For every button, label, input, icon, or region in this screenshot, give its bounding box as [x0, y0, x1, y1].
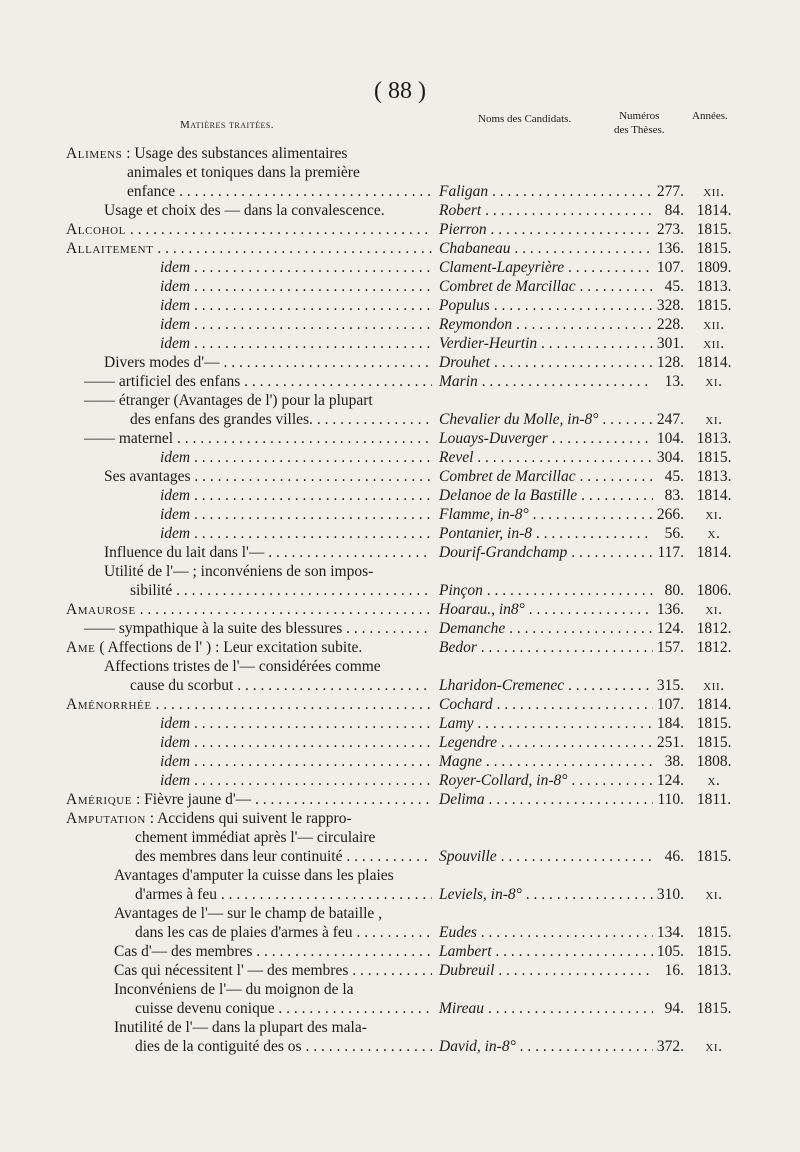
entry-subject: d'armes à feu . . .: [135, 885, 432, 904]
entry-candidate: Combret de Marcillac . . .: [439, 467, 653, 486]
entry-thesis-number: 84.: [664, 202, 684, 219]
entry-subject: Amaurose . . .: [66, 600, 432, 619]
index-entry: [0, 771, 800, 790]
index-entry: [0, 410, 800, 429]
entry-thesis-number: 277.: [656, 183, 684, 200]
index-entry: [0, 220, 800, 239]
index-entry: [0, 201, 800, 220]
index-entry: [0, 809, 800, 828]
entry-thesis-number: 301.: [656, 335, 684, 352]
entry-subject: Utilité de l'— ; inconvéniens de son impos-: [104, 563, 374, 580]
entry-subject: idem . . .: [160, 505, 432, 524]
index-entry: [0, 182, 800, 201]
entry-thesis-number: 251.: [656, 734, 684, 751]
index-entry: [0, 296, 800, 315]
entry-subject: Ses avantages . . .: [104, 467, 432, 486]
index-entry: [0, 714, 800, 733]
index-entry: [0, 961, 800, 980]
entry-candidate: Robert . . .: [439, 201, 653, 220]
entry-year: xi.: [705, 886, 723, 903]
entry-thesis-number: 184.: [656, 715, 684, 732]
index-entry: [0, 486, 800, 505]
entry-year: 1815.: [696, 848, 732, 865]
entry-subject: Avantages de l'— sur le champ de bataille ,: [114, 905, 383, 922]
entry-candidate: Clament-Lapeyrière . . .: [439, 258, 653, 277]
index-entry: [0, 1037, 800, 1056]
index-entry: [0, 144, 800, 163]
index-entry: [0, 391, 800, 410]
entry-subject: Cas qui nécessitent l' — des membres . . .: [114, 961, 432, 980]
entry-thesis-number: 273.: [656, 221, 684, 238]
entry-subject: idem . . .: [160, 334, 432, 353]
index-entry: [0, 1018, 800, 1037]
entry-year: xii.: [703, 316, 725, 333]
entry-candidate: Combret de Marcillac . . .: [439, 277, 653, 296]
entry-thesis-number: 56.: [664, 525, 684, 542]
entry-thesis-number: 372.: [656, 1038, 684, 1055]
entry-subject: Divers modes d'— . . .: [104, 353, 432, 372]
index-entry: [0, 676, 800, 695]
entry-subject: des enfans des grandes villes. . . .: [130, 410, 432, 429]
index-entry: [0, 600, 800, 619]
entry-year: 1814.: [696, 487, 732, 504]
entry-year: xi.: [705, 1038, 723, 1055]
index-entry: [0, 524, 800, 543]
entry-thesis-number: 105.: [656, 943, 684, 960]
entry-thesis-number: 16.: [664, 962, 684, 979]
index-entry: [0, 847, 800, 866]
entry-thesis-number: 13.: [664, 373, 684, 390]
index-entry: [0, 999, 800, 1018]
entry-subject: Influence du lait dans l'— . . .: [104, 543, 432, 562]
entry-subject: Alcohol . . .: [66, 220, 432, 239]
entry-year: 1814.: [696, 696, 732, 713]
entry-thesis-number: 266.: [656, 506, 684, 523]
entry-candidate: Pinçon . . .: [439, 581, 653, 600]
entry-year: 1815.: [696, 924, 732, 941]
entry-thesis-number: 304.: [656, 449, 684, 466]
entry-candidate: Pontanier, in-8 . . .: [439, 524, 653, 543]
entry-thesis-number: 83.: [664, 487, 684, 504]
index-entry: [0, 790, 800, 809]
entry-subject: —— artificiel des enfans . . .: [84, 372, 432, 391]
entry-subject: enfance . . .: [127, 182, 432, 201]
entry-thesis-number: 315.: [656, 677, 684, 694]
entry-subject: animales et toniques dans la première: [127, 164, 360, 181]
entry-candidate: Royer-Collard, in-8° . . .: [439, 771, 653, 790]
entry-subject: chement immédiat après l'— circulaire: [135, 829, 376, 846]
index-entry: [0, 163, 800, 182]
entry-year: 1815.: [696, 449, 732, 466]
entry-thesis-number: 46.: [664, 848, 684, 865]
entry-subject: idem . . .: [160, 258, 432, 277]
entry-subject: cuisse devenu conique . . .: [135, 999, 432, 1018]
entry-candidate: David, in-8° . . .: [439, 1037, 653, 1056]
entry-candidate: Lharidon-Cremenec . . .: [439, 676, 653, 695]
entry-candidate: Spouville . . .: [439, 847, 653, 866]
index-entry: [0, 239, 800, 258]
index-entry: [0, 638, 800, 657]
entry-subject: idem . . .: [160, 296, 432, 315]
entry-year: 1813.: [696, 278, 732, 295]
entry-thesis-number: 80.: [664, 582, 684, 599]
header-numbers: Numéros des Thèses.: [614, 110, 665, 136]
entry-candidate: Dourif-Grandchamp . . .: [439, 543, 653, 562]
entry-subject: Affections tristes de l'— considérées comme: [104, 658, 381, 675]
entry-subject: dans les cas de plaies d'armes à feu . . .: [135, 923, 432, 942]
entry-candidate: Dubreuil . . .: [439, 961, 653, 980]
index-entry: [0, 657, 800, 676]
entry-thesis-number: 107.: [656, 259, 684, 276]
entry-subject: idem . . .: [160, 315, 432, 334]
entry-thesis-number: 247.: [656, 411, 684, 428]
entry-year: 1809.: [696, 259, 732, 276]
index-entry: [0, 885, 800, 904]
entry-thesis-number: 124.: [656, 620, 684, 637]
entry-subject: idem . . .: [160, 733, 432, 752]
entry-subject: Alimens : Usage des substances alimentaires: [66, 145, 348, 162]
index-entries: [0, 144, 800, 1056]
entry-thesis-number: 117.: [657, 544, 684, 561]
entry-candidate: Lambert . . .: [439, 942, 653, 961]
entry-candidate: Populus . . .: [439, 296, 653, 315]
entry-candidate: Faligan . . .: [439, 182, 653, 201]
entry-subject: dies de la contiguité des os . . .: [135, 1037, 432, 1056]
header-candidates: Noms des Candidats.: [478, 113, 572, 125]
entry-year: x.: [707, 772, 721, 789]
entry-thesis-number: 228.: [656, 316, 684, 333]
entry-year: 1815.: [696, 734, 732, 751]
entry-year: xi.: [705, 506, 723, 523]
entry-subject: idem . . .: [160, 771, 432, 790]
entry-subject: Amputation : Accidens qui suivent le rappro-: [66, 810, 352, 827]
entry-year: 1815.: [696, 240, 732, 257]
entry-year: 1813.: [696, 468, 732, 485]
entry-thesis-number: 134.: [656, 924, 684, 941]
header-years: Années.: [692, 110, 728, 122]
header-subject: Matières traitées.: [180, 119, 275, 131]
entry-candidate: Verdier-Heurtin . . .: [439, 334, 653, 353]
index-entry: [0, 942, 800, 961]
entry-candidate: Mireau . . .: [439, 999, 653, 1018]
index-entry: [0, 866, 800, 885]
index-entry: [0, 505, 800, 524]
entry-candidate: Revel . . .: [439, 448, 653, 467]
index-entry: [0, 923, 800, 942]
entry-candidate: Chevalier du Molle, in-8° . . .: [439, 410, 653, 429]
entry-candidate: Leviels, in-8° . . .: [439, 885, 653, 904]
entry-subject: Ame ( Affections de l' ) : Leur excitation subite.: [66, 639, 363, 656]
entry-year: xi.: [705, 411, 723, 428]
index-entry: [0, 543, 800, 562]
entry-year: x.: [707, 525, 721, 542]
index-entry: [0, 334, 800, 353]
entry-thesis-number: 38.: [664, 753, 684, 770]
entry-thesis-number: 136.: [656, 601, 684, 618]
entry-year: xii.: [703, 677, 725, 694]
entry-thesis-number: 310.: [656, 886, 684, 903]
entry-subject: Aménorrhée . . .: [66, 695, 432, 714]
index-entry: [0, 980, 800, 999]
entry-subject: idem . . .: [160, 448, 432, 467]
entry-year: xii.: [703, 183, 725, 200]
index-entry: [0, 353, 800, 372]
entry-candidate: Magne . . .: [439, 752, 653, 771]
entry-candidate: Lamy . . .: [439, 714, 653, 733]
entry-year: 1815.: [696, 221, 732, 238]
entry-thesis-number: 45.: [664, 278, 684, 295]
entry-subject: Amérique : Fièvre jaune d'— . . .: [66, 790, 432, 809]
entry-subject: —— sympathique à la suite des blessures . . .: [84, 619, 432, 638]
entry-year: 1815.: [696, 1000, 732, 1017]
entry-subject: Inutilité de l'— dans la plupart des mala-: [114, 1019, 367, 1036]
entry-thesis-number: 45.: [664, 468, 684, 485]
entry-subject: Usage et choix des — dans la convalescence.: [104, 202, 385, 219]
entry-thesis-number: 110.: [657, 791, 684, 808]
entry-subject: —— étranger (Avantages de l') pour la plupart: [84, 392, 373, 409]
entry-year: 1814.: [696, 202, 732, 219]
index-entry: [0, 372, 800, 391]
index-entry: [0, 315, 800, 334]
entry-candidate: Flamme, in-8° . . .: [439, 505, 653, 524]
entry-subject: idem . . .: [160, 752, 432, 771]
entry-candidate: Cochard . . .: [439, 695, 653, 714]
index-entry: [0, 904, 800, 923]
index-entry: [0, 448, 800, 467]
entry-thesis-number: 128.: [656, 354, 684, 371]
entry-thesis-number: 136.: [656, 240, 684, 257]
index-entry: [0, 695, 800, 714]
index-entry: [0, 258, 800, 277]
entry-year: 1815.: [696, 297, 732, 314]
entry-year: xii.: [703, 335, 725, 352]
index-entry: [0, 752, 800, 771]
entry-subject: Cas d'— des membres . . .: [114, 942, 432, 961]
entry-thesis-number: 157.: [656, 639, 684, 656]
index-entry: [0, 828, 800, 847]
entry-candidate: Delanoe de la Bastille . . .: [439, 486, 653, 505]
entry-candidate: Drouhet . . .: [439, 353, 653, 372]
entry-subject: Inconvéniens de l'— du moignon de la: [114, 981, 354, 998]
entry-candidate: Hoarau., in8° . . .: [439, 600, 653, 619]
entry-year: 1815.: [696, 715, 732, 732]
entry-subject: sibilité . . .: [130, 581, 432, 600]
entry-year: 1814.: [696, 544, 732, 561]
entry-candidate: Bedor . . .: [439, 638, 653, 657]
entry-candidate: Chabaneau . . .: [439, 239, 653, 258]
entry-year: 1813.: [696, 962, 732, 979]
entry-subject: Allaitement . . .: [66, 239, 432, 258]
entry-year: 1814.: [696, 354, 732, 371]
entry-thesis-number: 107.: [656, 696, 684, 713]
index-entry: [0, 277, 800, 296]
entry-subject: cause du scorbut . . .: [130, 676, 432, 695]
entry-subject: des membres dans leur continuité . . .: [135, 847, 432, 866]
entry-year: 1813.: [696, 430, 732, 447]
entry-thesis-number: 124.: [656, 772, 684, 789]
entry-candidate: Marin . . .: [439, 372, 653, 391]
entry-candidate: Delima . . .: [439, 790, 653, 809]
entry-year: xi.: [705, 601, 723, 618]
entry-candidate: Legendre . . .: [439, 733, 653, 752]
entry-subject: idem . . .: [160, 277, 432, 296]
entry-subject: idem . . .: [160, 714, 432, 733]
entry-subject: idem . . .: [160, 486, 432, 505]
entry-subject: idem . . .: [160, 524, 432, 543]
entry-year: 1811.: [696, 791, 732, 808]
index-entry: [0, 562, 800, 581]
entry-year: 1806.: [696, 582, 732, 599]
entry-subject: —— maternel . . .: [84, 429, 432, 448]
entry-candidate: Eudes . . .: [439, 923, 653, 942]
entry-year: xi.: [705, 373, 723, 390]
entry-year: 1815.: [696, 943, 732, 960]
entry-year: 1812.: [696, 639, 732, 656]
entry-year: 1808.: [696, 753, 732, 770]
index-entry: [0, 619, 800, 638]
index-entry: [0, 581, 800, 600]
entry-candidate: Demanche . . .: [439, 619, 653, 638]
entry-thesis-number: 104.: [656, 430, 684, 447]
entry-candidate: Reymondon . . .: [439, 315, 653, 334]
page-number: ( 88 ): [374, 78, 426, 104]
entry-year: 1812.: [696, 620, 732, 637]
index-entry: [0, 429, 800, 448]
entry-candidate: Pierron . . .: [439, 220, 653, 239]
index-entry: [0, 733, 800, 752]
entry-candidate: Louays-Duverger . . .: [439, 429, 653, 448]
entry-thesis-number: 328.: [656, 297, 684, 314]
entry-thesis-number: 94.: [664, 1000, 684, 1017]
entry-subject: Avantages d'amputer la cuisse dans les plaies: [114, 867, 394, 884]
index-entry: [0, 467, 800, 486]
